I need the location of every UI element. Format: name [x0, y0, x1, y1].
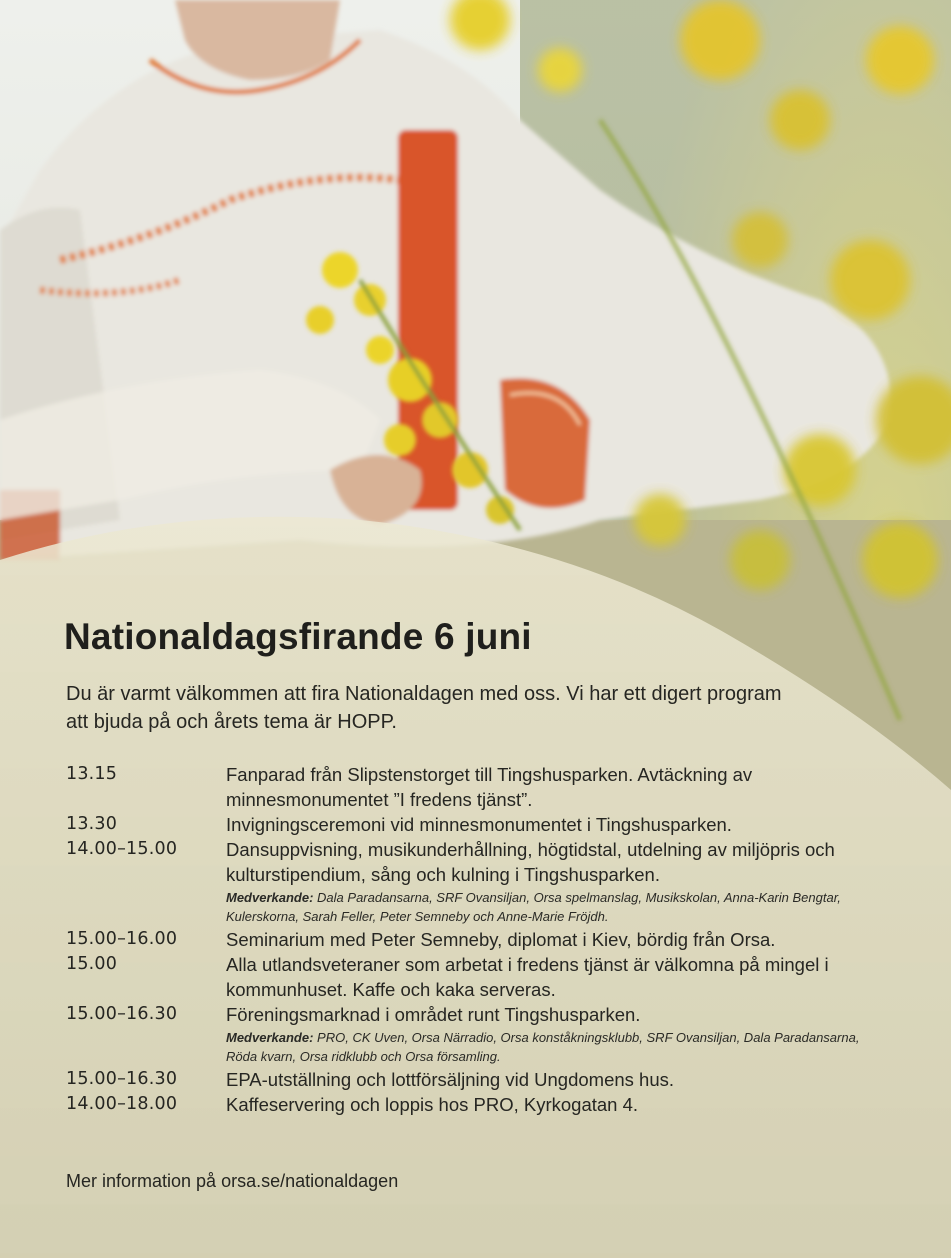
- schedule-description: Seminarium med Peter Semneby, diplomat i Kiev, bördig från Orsa.: [226, 929, 776, 950]
- schedule-row: [66, 762, 866, 812]
- schedule-description: Dansuppvisning, musikunderhållning, högtidstal, utdelning av miljöpris och kulturstipendium, sång och kulning i Tingshusparken.: [226, 839, 835, 885]
- schedule-time: 13.15: [66, 764, 118, 784]
- schedule-description: Alla utlandsveteraner som arbetat i fredens tjänst är välkomna på mingel i kommunhuset. Kaffe och kaka serveras.: [226, 954, 829, 1000]
- schedule-item: [226, 837, 866, 927]
- schedule-time: 15.00–16.30: [66, 1069, 178, 1089]
- intro-text: Du är varmt välkommen att fira Nationaldagen med oss. Vi har ett digert program att bjuda på och årets tema är HOPP.: [66, 683, 782, 733]
- schedule-row: [66, 927, 866, 952]
- credit-text: PRO, CK Uven, Orsa Närradio, Orsa konståkningsklubb, SRF Ovansiljan, Dala Paradansarna, Röda kvarn, Orsa ridklubb och Orsa församling.: [226, 1030, 860, 1064]
- schedule-list: [66, 762, 866, 1117]
- schedule-time: 13.30: [66, 814, 118, 834]
- schedule-row: [66, 1002, 866, 1067]
- schedule-description: EPA-utställning och lottförsäljning vid Ungdomens hus.: [226, 1069, 675, 1090]
- credit-label: Medverkande:: [226, 890, 314, 905]
- schedule-row: [66, 1092, 866, 1117]
- schedule-time: 14.00–18.00: [66, 1094, 178, 1114]
- schedule-row: [66, 837, 866, 927]
- schedule-time: 15.00–16.00: [66, 929, 178, 949]
- schedule-time: 15.00: [66, 954, 118, 974]
- schedule-description: Fanparad från Slipstenstorget till Tingshusparken. Avtäckning av minnesmonumentet ”I fredens tjänst”.: [226, 764, 753, 810]
- schedule-row: [66, 952, 866, 1002]
- participants-credit: [226, 1028, 866, 1066]
- schedule-description: Föreningsmarknad i området runt Tingshusparken.: [226, 1004, 641, 1025]
- schedule-row: [66, 812, 866, 837]
- credit-label: Medverkande:: [226, 1030, 314, 1045]
- participants-credit: [226, 888, 866, 926]
- schedule-time: 14.00–15.00: [66, 839, 178, 859]
- schedule-row: [66, 1067, 866, 1092]
- schedule-description: Invigningsceremoni vid minnesmonumentet i Tingshusparken.: [226, 814, 732, 835]
- schedule-item: [226, 1002, 866, 1067]
- schedule-time: 15.00–16.30: [66, 1004, 178, 1024]
- more-info-link[interactable]: Mer information på orsa.se/nationaldagen: [66, 1171, 399, 1191]
- schedule-description: Kaffeservering och loppis hos PRO, Kyrkogatan 4.: [226, 1094, 639, 1115]
- credit-text: Dala Paradansarna, SRF Ovansiljan, Orsa spelmanslag, Musikskolan, Anna-Karin Bengtar, Kulerskorna, Sarah Feller, Peter Semneby och Anne-Marie Fröjdh.: [226, 890, 841, 924]
- page-title: Nationaldagsfirande 6 juni: [64, 616, 532, 657]
